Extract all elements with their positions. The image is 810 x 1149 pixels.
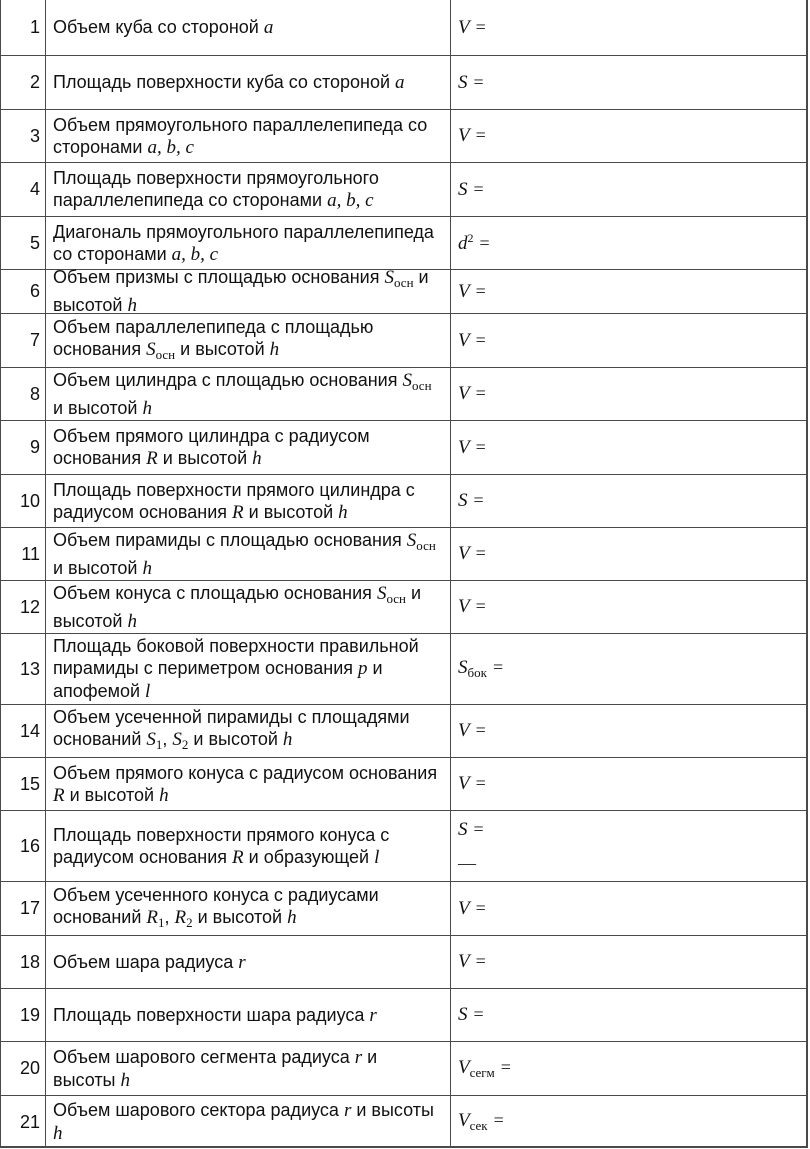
description-text: Объем шара радиуса xyxy=(53,951,239,972)
math-subscript: 1 xyxy=(158,914,165,930)
row-description xyxy=(46,163,451,216)
description-text: Площадь поверхности шара радиуса xyxy=(53,1004,370,1025)
math-variable: R xyxy=(146,448,158,469)
row-number: 8 xyxy=(1,368,46,420)
math-subscript: 2 xyxy=(186,914,193,930)
math-variable: a, b, c xyxy=(147,136,194,158)
formula-symbol: V xyxy=(458,1110,470,1131)
math-subscript: осн xyxy=(411,377,432,393)
table-row xyxy=(1,1095,807,1148)
row-description xyxy=(46,1042,451,1095)
row-number: 20 xyxy=(1,1042,46,1095)
formula-answer-field[interactable] xyxy=(451,475,807,527)
formula-answer-field[interactable] xyxy=(451,163,807,216)
row-number: 14 xyxy=(1,705,46,757)
description-text: Диагональ прямоугольного параллелепипеда со сторонами xyxy=(53,221,434,264)
equals-sign: = xyxy=(492,657,504,677)
equals-sign: = xyxy=(500,1056,511,1077)
table-row xyxy=(1,367,807,420)
description-text: Объем усеченной пирамиды с площадями оснований xyxy=(53,707,410,749)
row-number: 18 xyxy=(1,936,46,988)
description-text: Площадь поверхности прямого конуса с радиусом основания xyxy=(53,824,390,867)
equals-sign: = xyxy=(473,71,484,92)
math-variable: S xyxy=(384,267,394,288)
formula-answer-field[interactable] xyxy=(451,936,807,988)
row-description xyxy=(46,368,451,420)
table-row xyxy=(1,633,807,704)
math-variable: S xyxy=(406,529,417,551)
table-row xyxy=(1,935,807,988)
description-text: Объем шарового сектора радиуса xyxy=(53,1100,344,1120)
equals-sign: = xyxy=(475,720,486,740)
table-row xyxy=(1,988,807,1041)
table-row xyxy=(1,313,807,367)
formula-symbol: S xyxy=(458,818,468,840)
row-description xyxy=(46,528,451,580)
math-variable: R xyxy=(232,846,244,868)
formula-symbol: S xyxy=(458,178,468,200)
description-text: , xyxy=(164,906,175,927)
row-number: 10 xyxy=(1,475,46,527)
math-subscript: 2 xyxy=(181,737,189,752)
formula-answer-field[interactable] xyxy=(451,528,807,580)
row-number: 12 xyxy=(1,581,46,633)
description-text: и высотой xyxy=(64,784,160,805)
equals-sign: = xyxy=(475,280,486,301)
formula-answer-field[interactable] xyxy=(451,421,807,474)
equals-sign: = xyxy=(475,897,486,918)
fraction-bar: — xyxy=(458,852,476,873)
description-text: Объем куба со стороной xyxy=(53,17,264,37)
description-text: Площадь поверхности прямоугольного параллелепипеда со сторонами xyxy=(53,168,379,210)
description-text: Площадь поверхности куба со стороной xyxy=(53,72,396,92)
row-description xyxy=(46,989,451,1041)
math-variable: S xyxy=(146,729,156,750)
formula-symbol: V xyxy=(458,543,470,564)
row-number: 17 xyxy=(1,882,46,935)
formula-symbol: V xyxy=(458,436,470,458)
table-row xyxy=(1,216,807,269)
description-text: , xyxy=(162,729,173,749)
formula-superscript: 2 xyxy=(467,231,474,245)
formula-answer-field[interactable] xyxy=(451,217,807,269)
table-row xyxy=(1,580,807,633)
math-variable: h xyxy=(159,784,169,806)
description-text: Площадь поверхности прямого цилиндра с радиусом основания xyxy=(53,479,415,522)
formula-symbol: S xyxy=(458,657,468,678)
formula-answer-field[interactable] xyxy=(451,314,807,367)
math-variable: h xyxy=(120,1069,130,1091)
row-description xyxy=(46,1096,451,1148)
formula-symbol: V xyxy=(458,280,470,302)
description-text: Объем усеченного конуса с радиусами оснований xyxy=(53,884,379,927)
table-row xyxy=(1,881,807,935)
formula-symbol: V xyxy=(458,125,470,146)
description-text: и апофемой xyxy=(53,658,383,701)
equals-sign: = xyxy=(473,178,484,199)
row-description xyxy=(46,314,451,367)
math-variable: h xyxy=(142,557,152,579)
equals-sign: = xyxy=(475,16,486,37)
math-variable: S xyxy=(402,369,412,391)
row-number: 16 xyxy=(1,811,46,881)
row-number: 2 xyxy=(1,56,46,109)
row-number: 3 xyxy=(1,110,46,162)
formula-symbol: S xyxy=(458,1004,468,1025)
equals-sign: = xyxy=(475,436,486,457)
math-variable: h xyxy=(127,295,137,316)
table-row xyxy=(1,474,807,527)
formula-answer-field[interactable] xyxy=(451,705,807,757)
row-number: 4 xyxy=(1,163,46,216)
description-text: Объем прямого цилиндра с радиусом основания xyxy=(53,426,370,468)
formula-symbol: V xyxy=(458,596,470,617)
table-row xyxy=(1,55,807,109)
description-text: и высотой xyxy=(53,557,143,578)
math-subscript: 1 xyxy=(155,737,163,752)
description-text: и образующей xyxy=(243,846,375,867)
table-row xyxy=(1,420,807,474)
formula-symbol: S xyxy=(458,71,468,93)
equals-sign: = xyxy=(475,951,486,971)
description-text: Объем прямоугольного параллелепипеда со сторонами xyxy=(53,114,428,157)
row-number: 13 xyxy=(1,634,46,704)
table-row xyxy=(1,810,807,881)
table-row xyxy=(1,704,807,757)
row-description xyxy=(46,475,451,527)
description-text: и высотой xyxy=(188,729,283,749)
formula-answer-field[interactable] xyxy=(451,989,807,1041)
row-description xyxy=(46,110,451,162)
description-text: и высотой xyxy=(53,267,429,315)
math-variable: h xyxy=(269,338,280,360)
math-subscript: осн xyxy=(416,537,436,553)
math-variable: r xyxy=(343,1100,352,1121)
table-row xyxy=(1,0,807,55)
row-description xyxy=(46,421,451,474)
formula-subscript: бок xyxy=(467,665,487,680)
math-variable: p xyxy=(358,658,368,679)
description-text: Объем конуса с площадью основания xyxy=(53,582,377,603)
math-variable: h xyxy=(287,906,297,928)
row-description xyxy=(46,56,451,109)
formula-symbol: S xyxy=(458,490,468,511)
math-variable: r xyxy=(354,1046,363,1068)
formula-answer-field[interactable] xyxy=(451,758,807,810)
math-subscript: осн xyxy=(393,275,414,290)
formula-answer-field[interactable] xyxy=(451,882,807,935)
description-text: и высотой xyxy=(243,501,339,522)
description-text: и высотой xyxy=(157,448,253,468)
math-variable: h xyxy=(252,448,262,469)
math-variable: r xyxy=(238,951,246,973)
formula-symbol: d xyxy=(458,233,468,254)
formula-symbol: V xyxy=(458,383,470,404)
equals-sign: = xyxy=(475,543,486,563)
row-description xyxy=(46,217,451,269)
description-text: и высотой xyxy=(53,397,143,418)
math-variable: h xyxy=(142,397,152,419)
row-description xyxy=(46,936,451,988)
math-variable: S xyxy=(146,338,156,360)
formula-answer-field[interactable] xyxy=(451,110,807,162)
equals-sign: = xyxy=(473,490,484,510)
math-subscript: осн xyxy=(155,346,176,362)
description-text: и высотой xyxy=(175,338,270,359)
equals-sign: = xyxy=(475,773,486,793)
formula-symbol: V xyxy=(458,329,470,351)
formula-answer-field[interactable] xyxy=(451,1042,807,1095)
formula-symbol: V xyxy=(458,773,470,794)
description-text: Объем цилиндра с площадью основания xyxy=(53,369,403,390)
row-description xyxy=(46,758,451,810)
formula-subscript: сегм xyxy=(469,1064,495,1080)
description-text: Площадь боковой поверхности правильной пирамиды с периметром основания xyxy=(53,636,419,678)
formula-answer-field[interactable] xyxy=(451,270,807,313)
description-text: Объем пирамиды с площадью основания xyxy=(53,529,407,550)
description-text: и высотой xyxy=(53,582,422,631)
formula-symbol: V xyxy=(458,897,470,919)
description-text: и высоты xyxy=(351,1100,434,1120)
description-text: и высотой xyxy=(192,906,288,927)
table-row xyxy=(1,1041,807,1095)
formula-answer-field[interactable] xyxy=(451,811,807,881)
formula-symbol: V xyxy=(458,720,470,741)
math-variable: a, b, c xyxy=(327,190,374,211)
description-text: Объем прямого конуса с радиусом основания xyxy=(53,762,438,783)
formula-answer-field[interactable] xyxy=(451,581,807,633)
row-description xyxy=(46,0,451,55)
table-row xyxy=(1,527,807,580)
math-variable: h xyxy=(53,1123,63,1144)
row-description xyxy=(46,811,451,881)
table-row xyxy=(1,267,807,316)
math-variable: R xyxy=(174,906,187,928)
equals-sign: = xyxy=(475,383,486,403)
math-variable: a, b, c xyxy=(171,243,219,265)
row-description xyxy=(46,581,451,633)
row-number: 19 xyxy=(1,989,46,1041)
math-variable: R xyxy=(146,906,158,928)
formula-subscript: сек xyxy=(469,1118,488,1133)
math-variable: l xyxy=(145,681,151,702)
row-description xyxy=(46,267,451,316)
row-number: 5 xyxy=(1,217,46,269)
formula-answer-field[interactable] xyxy=(451,634,807,704)
row-description xyxy=(46,634,451,704)
math-variable: R xyxy=(232,501,244,523)
formula-answer-field[interactable] xyxy=(451,1096,807,1148)
formula-answer-field[interactable] xyxy=(451,56,807,109)
math-variable: a xyxy=(263,17,274,38)
formula-symbol: V xyxy=(458,1056,470,1078)
description-text: Объем шарового сегмента радиуса xyxy=(53,1046,355,1067)
row-number: 1 xyxy=(1,0,46,55)
math-variable: r xyxy=(369,1004,377,1026)
math-variable: h xyxy=(127,610,137,632)
math-variable: R xyxy=(53,784,65,806)
description-text: Объем параллелепипеда с площадью основания xyxy=(53,316,374,359)
math-variable: a xyxy=(395,72,405,93)
formula-symbol: V xyxy=(458,16,470,38)
formula-answer-field[interactable] xyxy=(451,0,807,55)
table-row xyxy=(1,757,807,810)
math-variable: S xyxy=(172,729,182,750)
description-text: Объем призмы с площадью основания xyxy=(53,267,385,287)
equals-sign: = xyxy=(493,1110,504,1130)
row-number: 15 xyxy=(1,758,46,810)
row-number: 21 xyxy=(1,1096,46,1148)
formula-symbol: V xyxy=(458,951,470,972)
equals-sign: = xyxy=(475,596,486,616)
math-variable: h xyxy=(338,501,348,523)
equals-sign: = xyxy=(473,1004,484,1024)
row-description xyxy=(46,882,451,935)
row-number: 6 xyxy=(1,270,46,313)
math-variable: S xyxy=(376,582,387,604)
math-variable: h xyxy=(282,729,293,750)
math-variable: l xyxy=(374,846,380,868)
formula-answer-field[interactable] xyxy=(451,368,807,420)
equals-sign: = xyxy=(473,818,484,839)
math-subscript: осн xyxy=(386,590,406,606)
equals-sign: = xyxy=(475,329,486,350)
row-number: 7 xyxy=(1,314,46,367)
row-number: 9 xyxy=(1,421,46,474)
equals-sign: = xyxy=(475,125,486,145)
row-description xyxy=(46,705,451,757)
description-text: и высоты xyxy=(53,1046,378,1090)
row-number: 11 xyxy=(1,528,46,580)
table-row xyxy=(1,162,807,216)
equals-sign: = xyxy=(479,233,490,253)
table-row xyxy=(1,109,807,162)
